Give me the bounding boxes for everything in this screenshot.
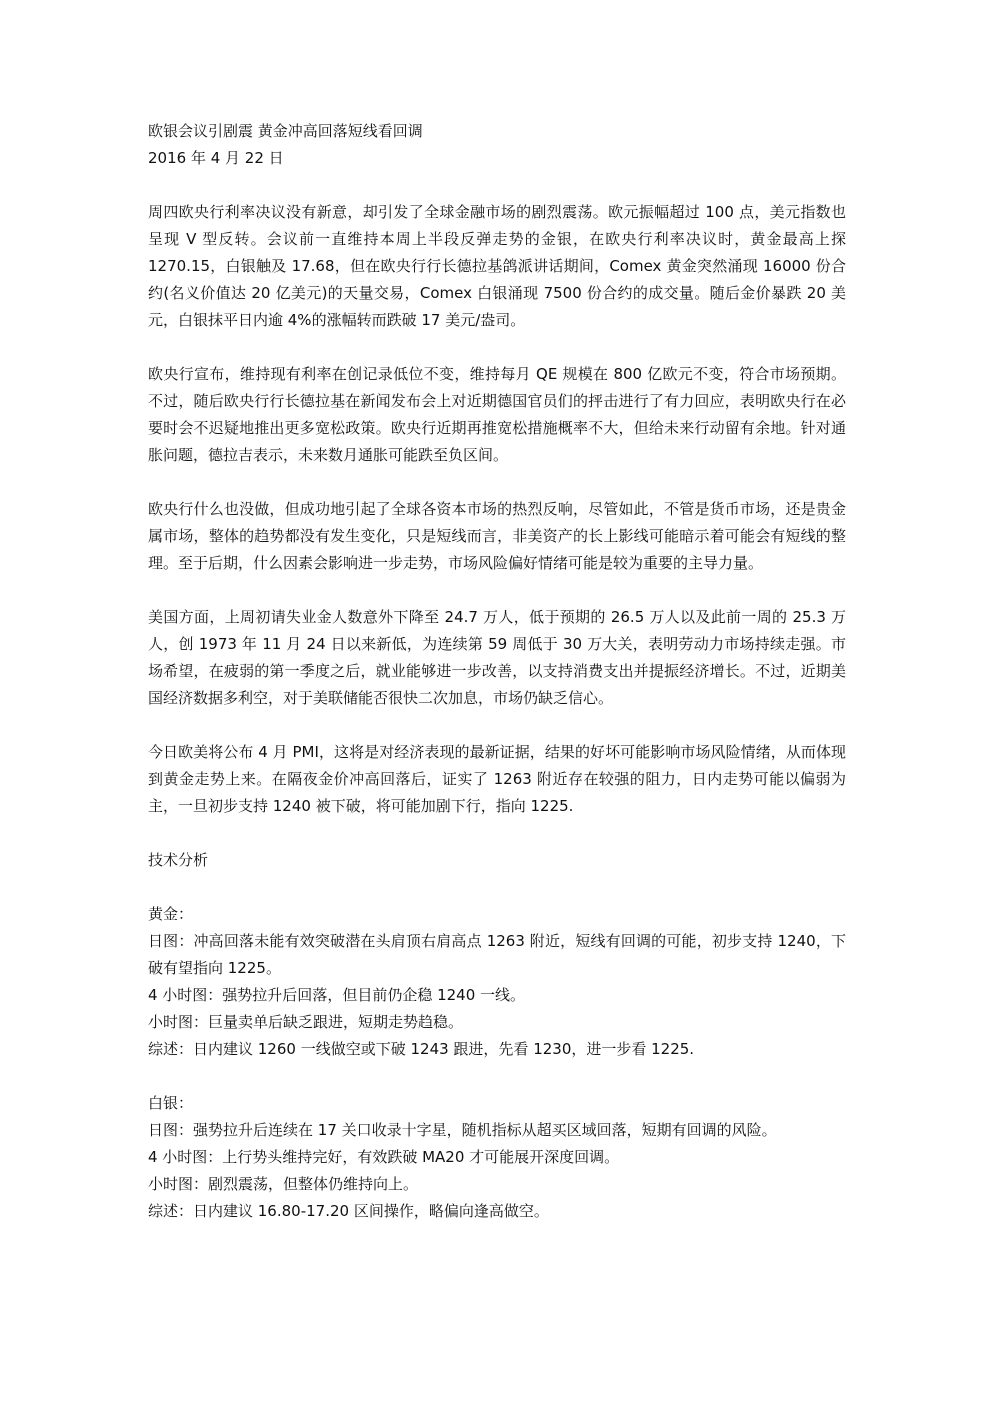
gold-summary: 综述：日内建议 1260 一线做空或下破 1243 跟进，先看 1230，进一步看 1225. bbox=[148, 1040, 695, 1058]
silver-4h: 4 小时图：上行势头维持完好，有效跌破 MA20 才可能展开深度回调。 bbox=[148, 1148, 620, 1166]
paragraph-2: 欧央行宣布，维持现有利率在创记录低位不变，维持每月 QE 规模在 800 亿欧元不变，符合市场预期。不过，随后欧央行行长德拉基在新闻发布会上对近期德国官员们的抨击进行了有力回应，表明欧央行在必要时会不迟疑地推出更多宽松政策。欧央行近期再推宽松措施概率不大，但给未来行动留有余地。针对通胀问题，德拉吉表示，未来数月通胀可能跌至负区间。 bbox=[148, 365, 846, 464]
silver-summary: 综述：日内建议 16.80-17.20 区间操作，略偏向逢高做空。 bbox=[148, 1202, 549, 1220]
gold-label: 黄金： bbox=[148, 905, 194, 923]
silver-daily: 日图：强势拉升后连续在 17 关口收录十字星，随机指标从超买区域回落，短期有回调的风险。 bbox=[148, 1121, 777, 1139]
paragraph-4: 美国方面，上周初请失业金人数意外下降至 24.7 万人，低于预期的 26.5 万人以及此前一周的 25.3 万人，创 1973 年 11 月 24 日以来新低，为连续第 59 周低于 30 万大关，表明劳动力市场持续走强。市场希望，在疲弱的第一季度之后，就业能够进一步改善，以支持消费支出并提振经济增长。不过，近期美国经济数据多利空，对于美联储能否很快二次加息，市场仍缺乏信心。 bbox=[148, 608, 846, 707]
article-date: 2016 年 4 月 22 日 bbox=[148, 149, 284, 167]
article-title: 欧银会议引剧震 黄金冲高回落短线看回调 bbox=[148, 122, 423, 140]
paragraph-3: 欧央行什么也没做，但成功地引起了全球各资本市场的热烈反响，尽管如此，不管是货币市场，还是贵金属市场，整体的趋势都没有发生变化，只是短线而言，非美资产的长上影线可能暗示着可能会有短线的整理。至于后期，什么因素会影响进一步走势，市场风险偏好情绪可能是较为重要的主导力量。 bbox=[148, 500, 846, 572]
gold-hourly: 小时图：巨量卖单后缺乏跟进，短期走势趋稳。 bbox=[148, 1013, 464, 1031]
document-page bbox=[148, 118, 846, 1225]
gold-daily: 日图：冲高回落未能有效突破潜在头肩顶右肩高点 1263 附近，短线有回调的可能，初步支持 1240，下破有望指向 1225。 bbox=[148, 932, 846, 977]
silver-hourly: 小时图：剧烈震荡，但整体仍维持向上。 bbox=[148, 1175, 419, 1193]
paragraph-1: 周四欧央行利率决议没有新意，却引发了全球金融市场的剧烈震荡。欧元振幅超过 100 点，美元指数也呈现 V 型反转。会议前一直维持本周上半段反弹走势的金银，在欧央行利率决议时，黄金最高上探 1270.15，白银触及 17.68，但在欧央行行长德拉基鸽派讲话期间，Comex 黄金突然涌现 16000 份合约(名义价值达 20 亿美元)的天量交易，Comex 白银涌现 7500 份合约的成交量。随后金价暴跌 20 美元，白银抹平日内逾 4%的涨幅转而跌破 17 美元/盎司。 bbox=[148, 203, 846, 329]
silver-label: 白银： bbox=[148, 1094, 194, 1112]
paragraph-5: 今日欧美将公布 4 月 PMI，这将是对经济表现的最新证据，结果的好坏可能影响市场风险情绪，从而体现到黄金走势上来。在隔夜金价冲高回落后，证实了 1263 附近存在较强的阻力，日内走势可能以偏弱为主，一旦初步支持 1240 被下破，将可能加剧下行，指向 1225. bbox=[148, 743, 846, 815]
tech-analysis-heading: 技术分析 bbox=[148, 851, 209, 869]
gold-4h: 4 小时图：强势拉升后回落，但目前仍企稳 1240 一线。 bbox=[148, 986, 526, 1004]
